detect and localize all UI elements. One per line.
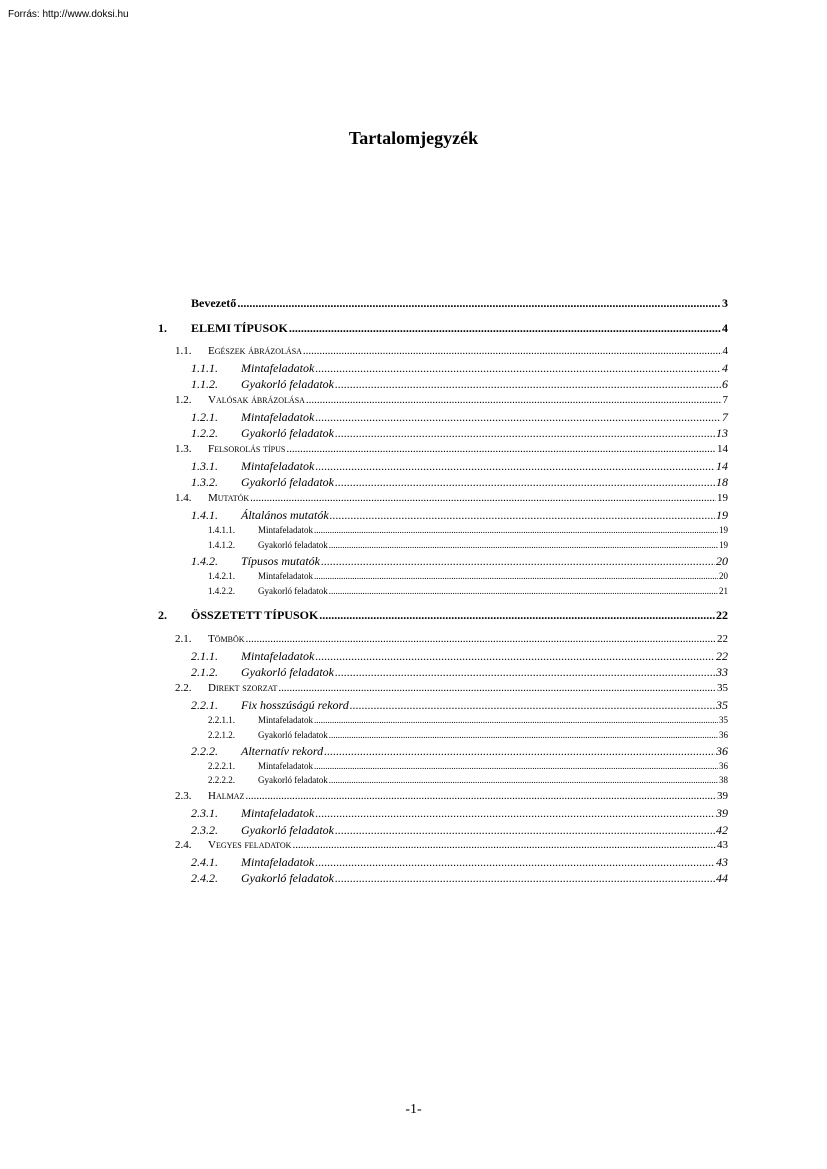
toc-label: Mintafeladatok <box>241 410 315 424</box>
toc-label: ELEMI TÍPUSOK <box>191 321 288 335</box>
toc-page: 44 <box>716 871 728 885</box>
toc-subsection[interactable] <box>191 426 728 441</box>
toc-page: 43 <box>716 855 728 869</box>
toc-page: 22 <box>716 649 728 663</box>
toc-number: 2.1.2. <box>191 665 218 679</box>
source-note: Forrás: http://www.doksi.hu <box>8 9 129 20</box>
toc-number: 2.2.2.2. <box>208 775 235 785</box>
page-number: -1- <box>405 1102 422 1117</box>
toc-number: 2.2.2. <box>191 744 218 758</box>
page-title: Tartalomjegyzék <box>348 128 479 148</box>
toc-number: 1.2.2. <box>191 426 218 440</box>
toc-label: Gyakorló feladatok <box>241 475 334 489</box>
toc-number: 1.4.2.2. <box>208 586 235 596</box>
toc-number: 1.4.1. <box>191 508 218 522</box>
toc-subsection[interactable] <box>191 361 728 376</box>
toc-label: Gyakorló feladatok <box>241 871 334 885</box>
toc-number: 2.1.1. <box>191 649 218 663</box>
toc-number: 1.2. <box>175 394 192 406</box>
toc-number: 2.2.1. <box>191 698 218 712</box>
toc-page: 20 <box>716 554 728 568</box>
toc-label: Mintafeladatok <box>258 761 313 771</box>
toc-page: 22 <box>717 633 728 645</box>
toc-page: 35 <box>717 682 728 694</box>
toc-section[interactable] <box>175 394 728 406</box>
toc-page: 19 <box>719 525 728 535</box>
toc-label: Alternatív rekord <box>241 744 324 758</box>
toc-number: 1.2.1. <box>191 410 218 424</box>
toc-page: 35 <box>716 698 728 712</box>
toc-label: Gyakorló feladatok <box>241 823 334 837</box>
toc-page: 7 <box>722 394 728 406</box>
toc-page: 42 <box>716 823 728 837</box>
toc-chapter-2[interactable] <box>158 608 728 623</box>
toc-label: Mintafeladatok <box>258 715 313 725</box>
toc-label: Tömbök <box>208 633 245 645</box>
toc-label: Mintafeladatok <box>258 525 313 535</box>
toc-label: Gyakorló feladatok <box>241 426 334 440</box>
toc-label: Direkt szorzat <box>208 682 278 694</box>
toc-number: 1.1. <box>175 345 192 357</box>
toc-subsection[interactable] <box>191 698 728 713</box>
toc-subsection[interactable] <box>191 855 728 870</box>
toc-page: 35 <box>719 715 728 725</box>
toc-page: 7 <box>722 410 728 424</box>
toc-number: 1. <box>158 321 167 335</box>
toc-label: Gyakorló feladatok <box>258 586 328 596</box>
toc-number: 2.2.1.1. <box>208 715 235 725</box>
toc-page: 19 <box>719 540 728 550</box>
toc-number: 1.4.2. <box>191 554 218 568</box>
toc-label: Mintafeladatok <box>241 806 315 820</box>
toc-number: 2.1. <box>175 633 192 645</box>
toc-page: 43 <box>717 839 728 851</box>
toc-page: 22 <box>716 608 728 622</box>
toc-subsection[interactable] <box>191 871 728 886</box>
toc-label: Vegyes feladatok <box>208 839 292 851</box>
toc-label: Gyakorló feladatok <box>258 540 328 550</box>
toc-page: 13 <box>716 426 728 440</box>
toc-number: 2.4.1. <box>191 855 218 869</box>
toc-page: 6 <box>722 377 728 391</box>
toc-section[interactable] <box>175 682 728 694</box>
toc-page: 36 <box>719 730 728 740</box>
toc-subsubsection[interactable] <box>208 715 728 725</box>
toc-subsection[interactable] <box>191 508 728 523</box>
toc-page: 18 <box>716 475 728 489</box>
toc-label: Mintafeladatok <box>241 649 315 663</box>
toc-section[interactable] <box>175 443 728 455</box>
toc-number: 1.4.1.2. <box>208 540 235 550</box>
toc-number: 1.4.2.1. <box>208 571 235 581</box>
toc-label: Mintafeladatok <box>241 459 315 473</box>
toc-number: 2.2. <box>175 682 192 694</box>
toc-label: Felsorolás típus <box>208 443 286 455</box>
toc-page: 3 <box>722 296 728 310</box>
toc-label: Gyakorló feladatok <box>258 775 328 785</box>
toc-subsection[interactable] <box>191 459 728 474</box>
toc-section[interactable] <box>175 633 728 645</box>
toc-page: 39 <box>717 790 728 802</box>
toc-subsubsection[interactable] <box>208 761 728 771</box>
toc-subsection[interactable] <box>191 806 728 821</box>
toc-subsubsection[interactable] <box>208 540 728 550</box>
toc-page: 14 <box>717 443 728 455</box>
toc-page: 39 <box>716 806 728 820</box>
toc-number: 2.3. <box>175 790 192 802</box>
toc-number: 1.3.2. <box>191 475 218 489</box>
toc-number: 1.4. <box>175 492 192 504</box>
toc-subsubsection[interactable] <box>208 730 728 740</box>
toc-page: 20 <box>719 571 728 581</box>
toc-page: 38 <box>719 775 728 785</box>
toc-page: 33 <box>716 665 728 679</box>
toc-label: Mintafeladatok <box>241 361 315 375</box>
toc-page: 4 <box>722 321 728 335</box>
toc-page: 36 <box>719 761 728 771</box>
toc-label: Mintafeladatok <box>258 571 313 581</box>
toc-label: Típusos mutatók <box>241 554 321 568</box>
toc-subsection[interactable] <box>191 554 728 569</box>
toc-subsubsection[interactable] <box>208 775 728 785</box>
toc-subsection[interactable] <box>191 410 728 425</box>
toc-subsection[interactable] <box>191 665 728 680</box>
toc-page: 19 <box>716 508 728 522</box>
toc-number: 1.4.1.1. <box>208 525 235 535</box>
toc-entry-introduction[interactable] <box>191 296 728 311</box>
toc-label: Mintafeladatok <box>241 855 315 869</box>
toc-subsection[interactable] <box>191 475 728 490</box>
toc-section[interactable] <box>175 839 728 851</box>
toc-number: 1.3.1. <box>191 459 218 473</box>
toc-page: 4 <box>722 361 728 375</box>
toc-section[interactable] <box>175 492 728 504</box>
toc-page: 4 <box>722 345 728 357</box>
toc-label: Valósak ábrázolása <box>208 394 305 406</box>
toc-label: Halmaz <box>208 790 245 802</box>
toc-number: 1.3. <box>175 443 192 455</box>
toc-page: 36 <box>716 744 728 758</box>
toc-subsection[interactable] <box>191 377 728 392</box>
toc-page: 21 <box>719 586 728 596</box>
toc-number: 2.2.2.1. <box>208 761 235 771</box>
toc-number: 2.4. <box>175 839 192 851</box>
toc-page: 19 <box>717 492 728 504</box>
toc-label: Mutatók <box>208 492 250 504</box>
toc-label: Gyakorló feladatok <box>241 377 334 391</box>
toc-number: 2.3.1. <box>191 806 218 820</box>
toc-chapter-1[interactable] <box>158 321 728 336</box>
toc-section[interactable] <box>175 345 728 357</box>
toc-label: Általános mutatók <box>241 508 329 522</box>
toc-label: Fix hosszúságú rekord <box>241 698 349 712</box>
toc-label: Bevezető <box>191 296 237 310</box>
toc-number: 1.1.1. <box>191 361 218 375</box>
toc-label: Gyakorló feladatok <box>241 665 334 679</box>
toc-subsection[interactable] <box>191 649 728 664</box>
toc-page: 14 <box>716 459 728 473</box>
toc-number: 2.3.2. <box>191 823 218 837</box>
toc-label: Gyakorló feladatok <box>258 730 328 740</box>
toc-number: 2.2.1.2. <box>208 730 235 740</box>
toc-subsubsection[interactable] <box>208 571 728 581</box>
toc-subsubsection[interactable] <box>208 586 728 596</box>
toc-subsubsection[interactable] <box>208 525 728 535</box>
toc-number: 2.4.2. <box>191 871 218 885</box>
toc-subsection[interactable] <box>191 744 728 759</box>
toc-number: 2. <box>158 608 167 622</box>
toc-subsection[interactable] <box>191 823 728 838</box>
toc-label: ÖSSZETETT TÍPUSOK <box>191 608 319 622</box>
toc-number: 1.1.2. <box>191 377 218 391</box>
toc-section[interactable] <box>175 790 728 802</box>
toc-label: Egészek ábrázolása <box>208 345 302 357</box>
